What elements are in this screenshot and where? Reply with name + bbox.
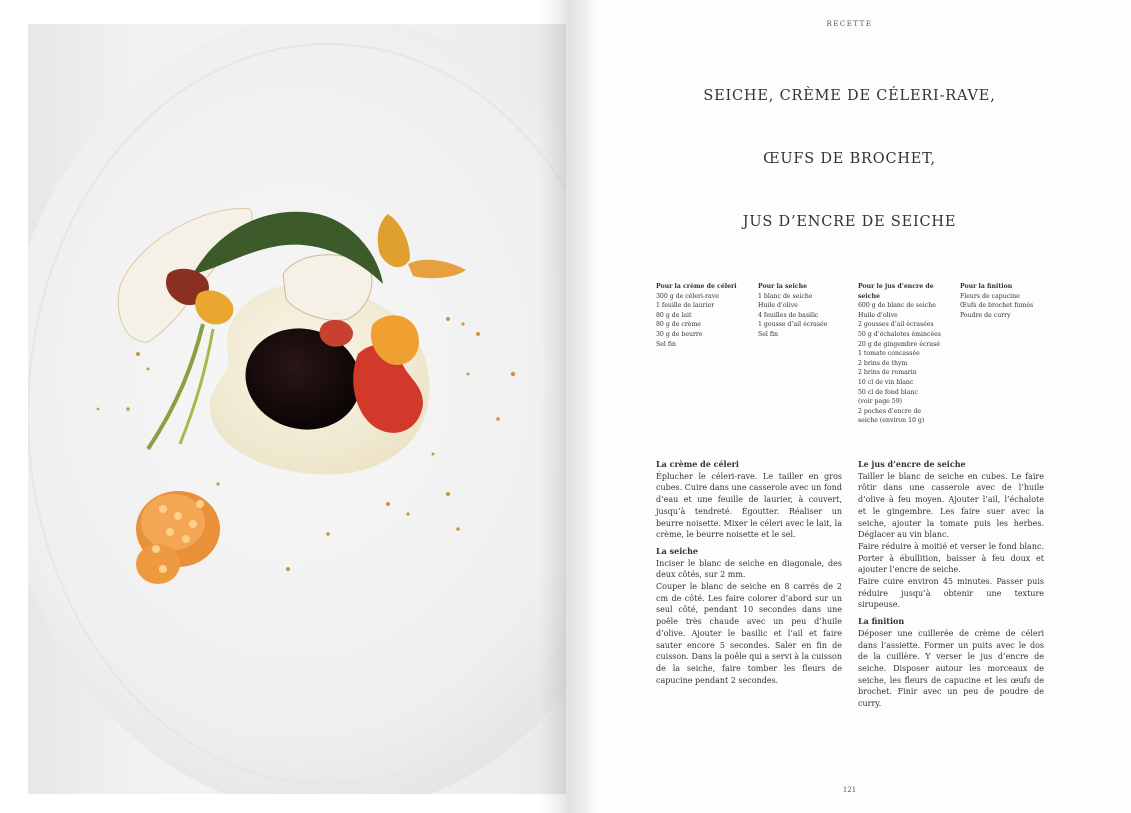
ingredients-jus-encre: [858, 282, 953, 426]
method-heading: La seiche: [656, 545, 699, 556]
ingredient-item: Sel fin: [656, 340, 676, 348]
ingredient-item: Huile d’olive: [858, 311, 898, 319]
method-paragraph: Déposer une cuillerée de crème de céleri dans l’assiette. Former un puits avec le dos de la cuillère. Y verser le jus d’encre de seiche. Disposer autour les morceaux de seiche, les fleurs de capucine et les œufs de brochet. Finir avec un peu de poudre de curry.: [858, 628, 1044, 709]
method-paragraph: Inciser le blanc de seiche en diagonale, des deux côtés, sur 2 mm.: [656, 558, 842, 580]
ingredients-heading: Pour la seiche: [758, 283, 808, 290]
plated-dish-illustration: [28, 24, 566, 794]
method-paragraph: Éplucher le céleri-rave. Le tailler en gros cubes. Cuire dans une casserole avec un fond d’eau et une feuille de laurier, à couvert, jusqu’à tendreté. Égoutter. Réaliser un beurre noisette. Mixer le céleri avec le lait, la crème, le beurre noisette et le sel.: [656, 471, 842, 540]
ingredient-item: 1 tomate concassée: [858, 350, 920, 358]
ingredient-item: 80 g de lait: [656, 311, 692, 319]
ingredient-item: 20 g de gingembre écrasé: [858, 340, 940, 348]
method-heading: La finition: [858, 616, 905, 627]
ingredient-item: 80 g de crème: [656, 321, 701, 329]
ingredient-item: 2 poches d’encre de: [858, 407, 922, 415]
ingredient-item: 30 g de beurre: [656, 330, 703, 338]
ingredient-item: 50 cl de fond blanc: [858, 388, 918, 396]
ingredient-item: (voir page 59): [858, 398, 903, 406]
ingredient-item: seiche (environ 10 g): [858, 417, 925, 425]
ingredient-item: 2 brins de romarin: [858, 369, 917, 377]
ingredients-creme-celeri: [656, 282, 748, 349]
method-heading: Le jus d’encre de seiche: [858, 459, 966, 469]
page-number: 121: [842, 786, 857, 794]
ingredient-item: 600 g de blanc de seiche: [858, 302, 936, 310]
ingredients-heading: Pour le jus d’encre de seiche: [858, 283, 934, 300]
method-heading: La crème de céleri: [656, 459, 739, 469]
method-paragraph: Couper le blanc de seiche en 8 carrés de 2 cm de côté. Les faire colorer d’abord sur un seul côté, pendant 10 secondes dans une poêle très chaude avec un peu d’huile d’olive. Ajouter le basilic et l’ail et faire sauter encore 5 secondes. Saler en fin de cuisson. Dans la poêle qui a servi à la cuisson de la seiche, faire tomber les fleurs de capucine pendant 2 secondes.: [656, 582, 842, 685]
ingredient-item: Sel fin: [758, 330, 778, 338]
recipe-title-line-2: ŒUFS DE BROCHET,: [763, 151, 936, 167]
gutter-shadow: [568, 0, 598, 813]
ingredient-item: 2 brins de thym: [858, 359, 908, 367]
ingredients-finition: [960, 282, 1060, 320]
ingredient-item: Œufs de brochet fumés: [960, 302, 1034, 310]
method-column-left: [656, 459, 842, 686]
ingredient-item: 1 blanc de seiche: [758, 292, 813, 300]
method-paragraph: Faire cuire environ 45 minutes. Passer puis réduire jusqu’à obtenir une texture sirupeuse.: [858, 577, 1044, 610]
ingredients-heading: Pour la finition: [960, 283, 1013, 290]
ingredients-seiche: [758, 282, 850, 340]
ingredient-item: 1 gousse d’ail écrasée: [758, 321, 828, 329]
ingredient-item: Poudre de curry: [960, 311, 1011, 319]
method-paragraph: Tailler le blanc de seiche en cubes. Le faire rôtir dans une casserole avec de l’huile d’olive à feu moyen. Ajouter l’ail, l’échalote et le gingembre. Les faire suer avec la seiche, ajouter la tomate puis les herbes. Déglacer au vin blanc.: [858, 471, 1044, 540]
recipe-title-line-1: SEICHE, CRÈME DE CÉLERI-RAVE,: [703, 88, 996, 104]
ingredient-item: 50 g d’échalotes émincées: [858, 330, 941, 338]
ingredient-item: 2 gousses d’ail écrasées: [858, 321, 934, 329]
ingredient-item: 4 feuilles de basilic: [758, 311, 819, 319]
dish-photo: [28, 24, 566, 794]
ingredient-item: Fleurs de capucine: [960, 292, 1020, 300]
recipe-title-line-3: JUS D’ENCRE DE SEICHE: [742, 214, 957, 230]
ingredient-item: Huile d’olive: [758, 302, 798, 310]
method-paragraph: Faire réduire à moitié et verser le fond blanc. Porter à ébullition, baisser à feu doux et ajouter l’encre de seiche.: [858, 541, 1044, 575]
ingredients-heading: Pour la crème de céleri: [656, 283, 737, 290]
method-column-right: [858, 459, 1044, 710]
ingredient-item: 1 feuille de laurier: [656, 302, 715, 310]
ingredient-item: 300 g de céleri-rave: [656, 292, 719, 300]
running-head: RECETTE: [826, 20, 873, 28]
ingredient-item: 10 cl de vin blanc: [858, 378, 914, 386]
right-page: [568, 0, 1131, 813]
